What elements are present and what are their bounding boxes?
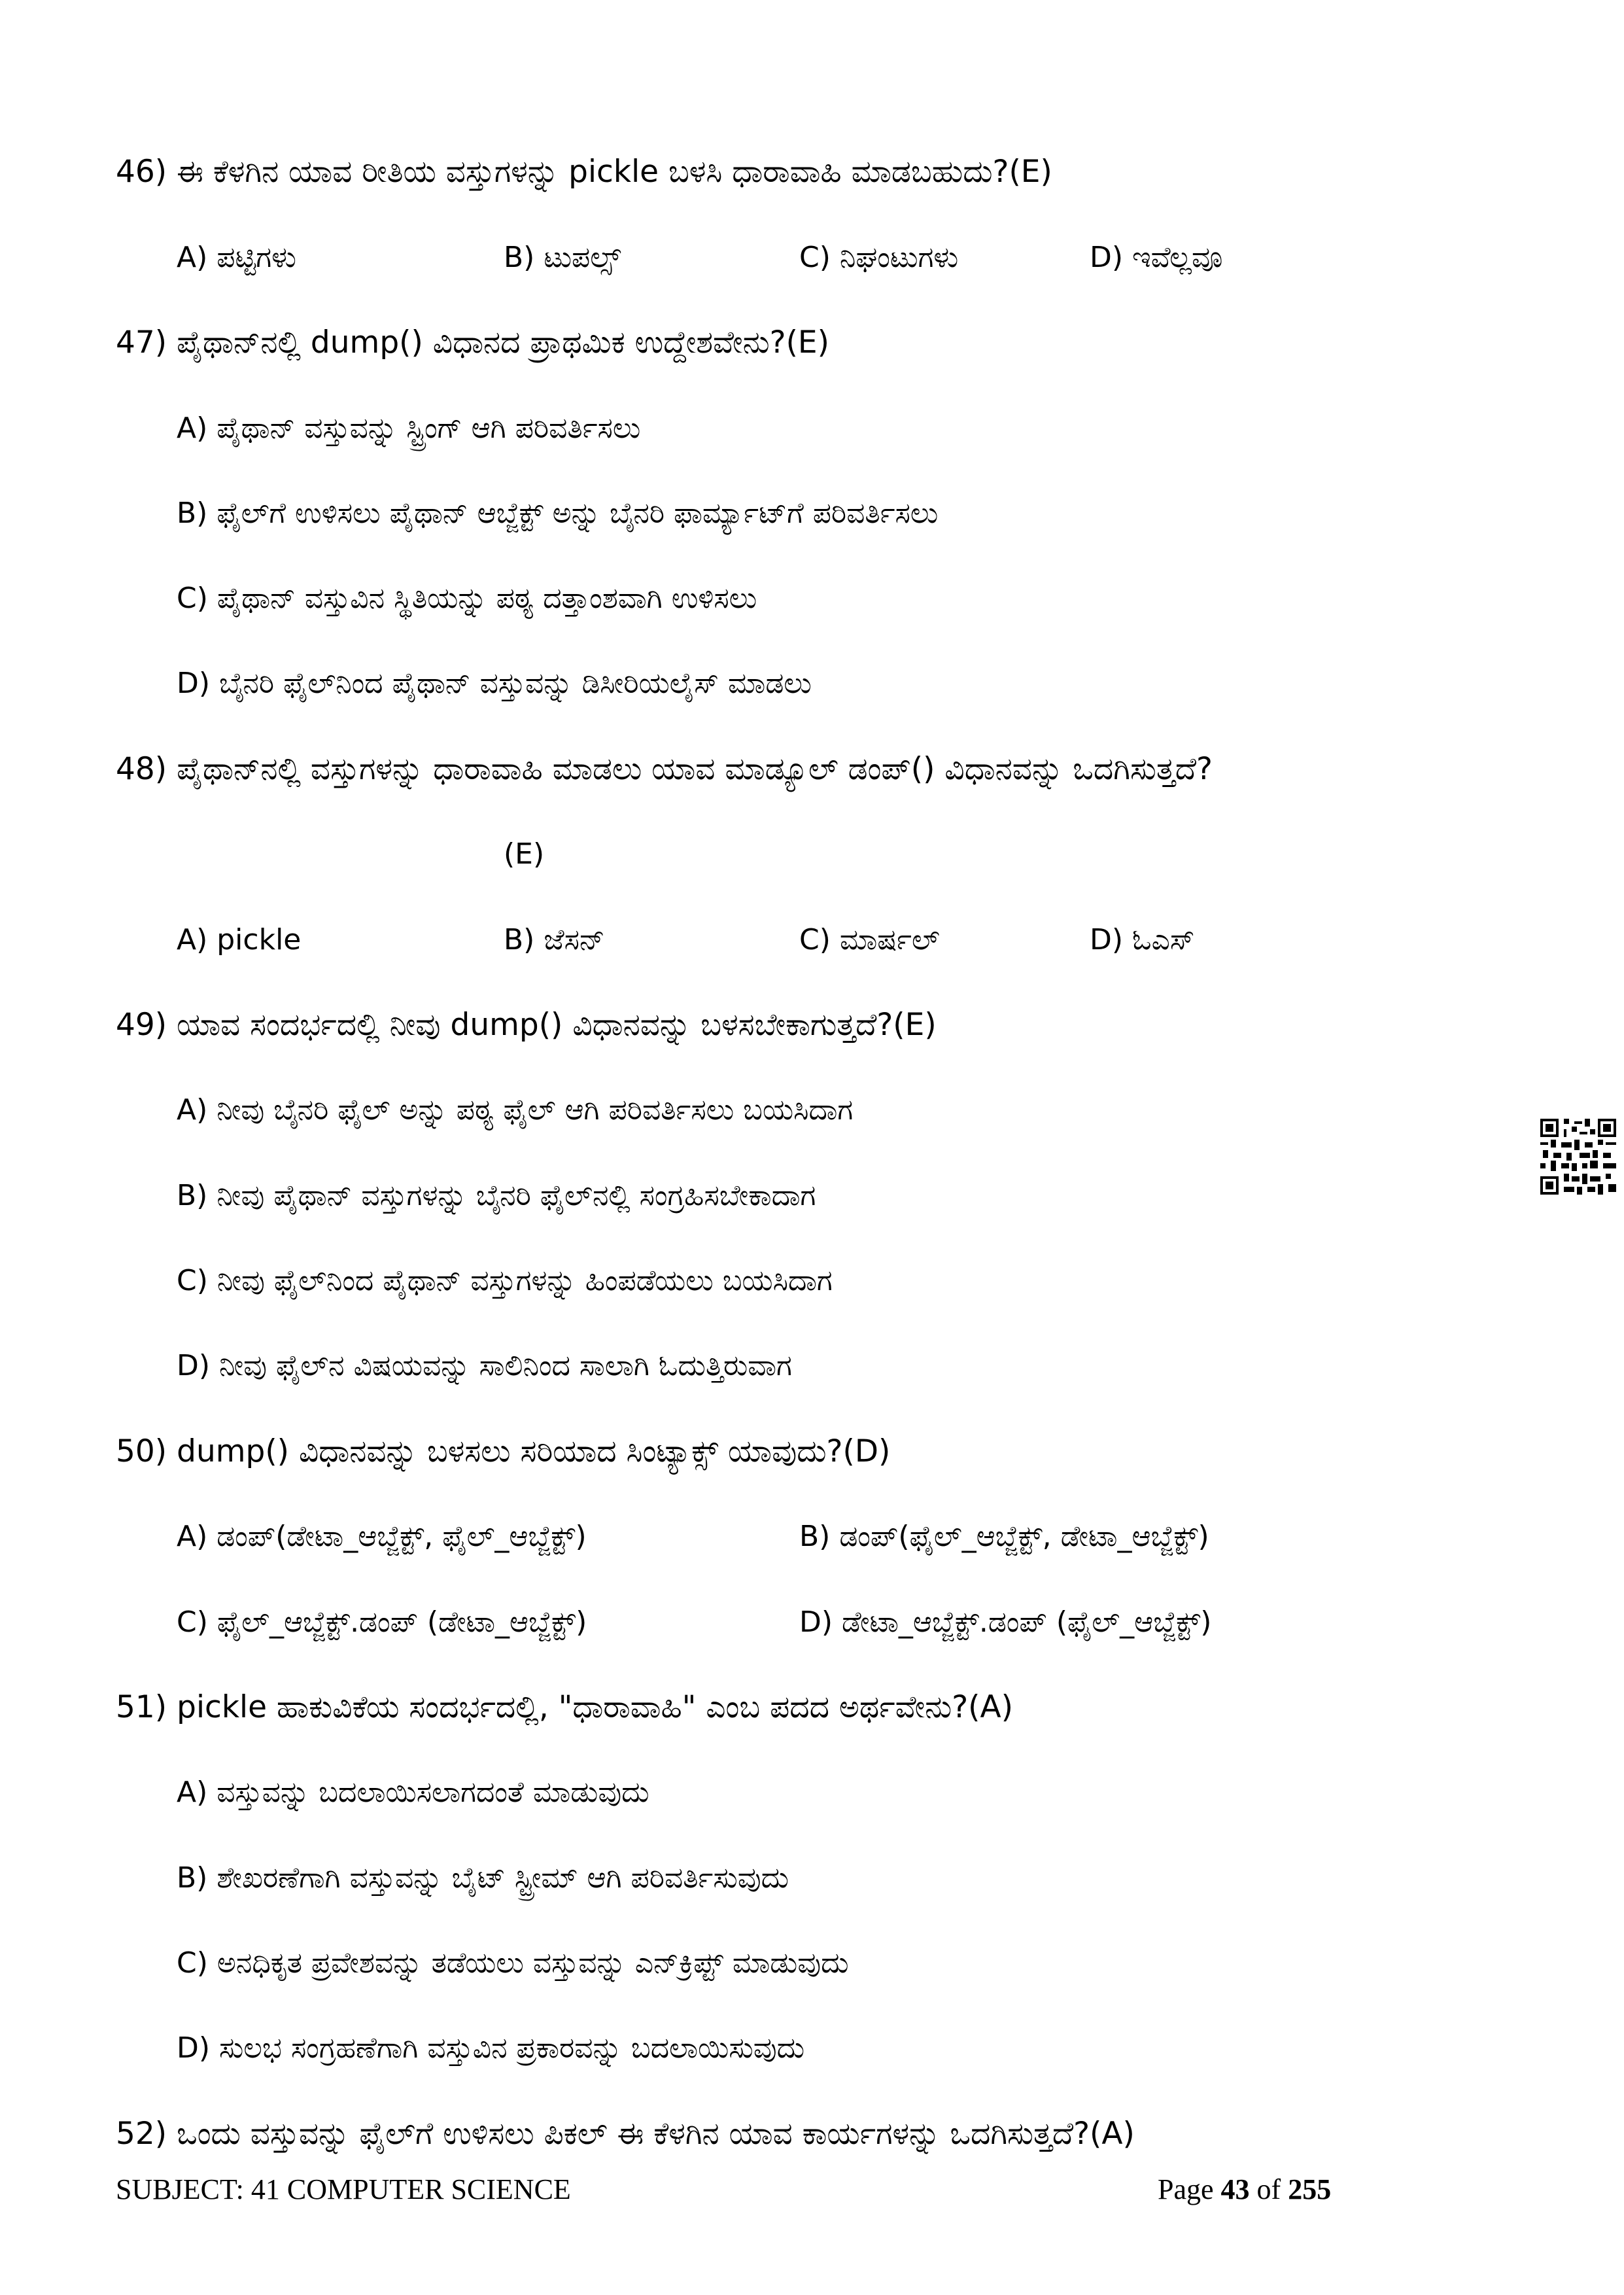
question-46: 46) ಈ ಕೆಳಗಿನ ಯಾವ ರೀತಿಯ ವಸ್ತುಗಳನ್ನು pickle ಬಳಸಿ ಧಾರಾವಾಹಿ ಮಾಡಬಹುದು?(E) [116, 154, 1052, 190]
footer-page-number: Page 43 of 255 [1158, 2173, 1332, 2205]
option-d: D) ಡೇಟಾ_ಆಬ್ಜೆಕ್ಟ್.ಡಂಪ್ (ಫೈಲ್_ಆಬ್ಜೆಕ್ಟ್) [799, 1605, 1212, 1639]
question-48: 48) ಪೈಥಾನ್‌ನಲ್ಲಿ ವಸ್ತುಗಳನ್ನು ಧಾರಾವಾಹಿ ಮಾಡಲು ಯಾವ ಮಾಡ್ಯೂಲ್ ಡಂಪ್() ವಿಧಾನವನ್ನು ಒದಗಿಸುತ್ತದೆ? [116, 751, 1213, 787]
question-52: 52) ಒಂದು ವಸ್ತುವನ್ನು ಫೈಲ್‌ಗೆ ಉಳಿಸಲು ಪಿಕಲ್ ಈ ಕೆಳಗಿನ ಯಾವ ಕಾರ್ಯಗಳನ್ನು ಒದಗಿಸುತ್ತದೆ?(A) [116, 2116, 1135, 2152]
option-b: B) ನೀವು ಪೈಥಾನ್ ವಸ್ತುಗಳನ್ನು ಬೈನರಿ ಫೈಲ್‌ನಲ್ಲಿ ಸಂಗ್ರಹಿಸಬೇಕಾದಾಗ [177, 1179, 816, 1212]
option-c: C) ಅನಧಿಕೃತ ಪ್ರವೇಶವನ್ನು ತಡೆಯಲು ವಸ್ತುವನ್ನು ಎನ್‌ಕ್ರಿಪ್ಟ್ ಮಾಡುವುದು [177, 1946, 849, 1980]
option-c: C) ಪೈಥಾನ್ ವಸ್ತುವಿನ ಸ್ಥಿತಿಯನ್ನು ಪಠ್ಯ ದತ್ತಾಂಶವಾಗಿ ಉಳಿಸಲು [177, 582, 757, 615]
option-a: A) ನೀವು ಬೈನರಿ ಫೈಲ್ ಅನ್ನು ಪಠ್ಯ ಫೈಲ್ ಆಗಿ ಪರಿವರ್ತಿಸಲು ಬಯಸಿದಾಗ [177, 1093, 854, 1127]
qr-code-icon [1540, 1119, 1616, 1195]
option-b: B) ಜೆಸನ್ [504, 923, 605, 956]
option-b: B) ಫೈಲ್‌ಗೆ ಉಳಿಸಲು ಪೈಥಾನ್ ಆಬ್ಜೆಕ್ಟ್ ಅನ್ನು ಬೈನರಿ ಫಾರ್ಮ್ಯಾಟ್‌ಗೆ ಪರಿವರ್ತಿಸಲು [177, 497, 939, 530]
question-50: 50) dump() ವಿಧಾನವನ್ನು ಬಳಸಲು ಸರಿಯಾದ ಸಿಂಟ್ಯಾಕ್ಸ್ ಯಾವುದು?(D) [116, 1433, 891, 1469]
option-a: A) ಪೈಥಾನ್ ವಸ್ತುವನ್ನು ಸ್ಟ್ರಿಂಗ್ ಆಗಿ ಪರಿವರ್ತಿಸಲು [177, 412, 641, 445]
option-a: A) ಡಂಪ್(ಡೇಟಾ_ಆಬ್ಜೆಕ್ಟ್, ಫೈಲ್_ಆಬ್ಜೆಕ್ಟ್) [177, 1520, 587, 1553]
question-49: 49) ಯಾವ ಸಂದರ್ಭದಲ್ಲಿ ನೀವು dump() ವಿಧಾನವನ್ನು ಬಳಸಬೇಕಾಗುತ್ತದೆ?(E) [116, 1007, 937, 1043]
option-d: D) ಸುಲಭ ಸಂಗ್ರಹಣೆಗಾಗಿ ವಸ್ತುವಿನ ಪ್ರಕಾರವನ್ನು ಬದಲಾಯಿಸುವುದು [177, 2031, 805, 2065]
option-b: B) ಟುಪಲ್ಸ್ [504, 241, 621, 274]
question-47: 47) ಪೈಥಾನ್‌ನಲ್ಲಿ dump() ವಿಧಾನದ ಪ್ರಾಥಮಿಕ ಉದ್ದೇಶವೇನು?(E) [116, 324, 829, 360]
option-d: D) ಇವೆಲ್ಲವೂ [1090, 241, 1223, 274]
option-d: D) ಬೈನರಿ ಫೈಲ್‌ನಿಂದ ಪೈಥಾನ್ ವಸ್ತುವನ್ನು ಡಿಸೀರಿಯಲೈಸ್ ಮಾಡಲು [177, 667, 812, 700]
option-a: A) ವಸ್ತುವನ್ನು ಬದಲಾಯಿಸಲಾಗದಂತೆ ಮಾಡುವುದು [177, 1776, 649, 1809]
option-d: D) ನೀವು ಫೈಲ್‌ನ ವಿಷಯವನ್ನು ಸಾಲಿನಿಂದ ಸಾಲಾಗಿ ಓದುತ್ತಿರುವಾಗ [177, 1349, 792, 1382]
question-48-answer-tag: (E) [504, 837, 545, 871]
option-b: B) ಡಂಪ್(ಫೈಲ್_ಆಬ್ಜೆಕ್ಟ್, ಡೇಟಾ_ಆಬ್ಜೆಕ್ಟ್) [799, 1520, 1209, 1553]
option-c: C) ಫೈಲ್_ಆಬ್ಜೆಕ್ಟ್.ಡಂಪ್ (ಡೇಟಾ_ಆಬ್ಜೆಕ್ಟ್) [177, 1605, 587, 1639]
option-b: B) ಶೇಖರಣೆಗಾಗಿ ವಸ್ತುವನ್ನು ಬೈಟ್ ಸ್ಟ್ರೀಮ್ ಆಗಿ ಪರಿವರ್ತಿಸುವುದು [177, 1861, 789, 1895]
option-d: D) ಓಎಸ್ [1090, 923, 1195, 956]
option-a: A) pickle [177, 923, 302, 956]
option-c: C) ನೀವು ಫೈಲ್‌ನಿಂದ ಪೈಥಾನ್ ವಸ್ತುಗಳನ್ನು ಹಿಂಪಡೆಯಲು ಬಯಸಿದಾಗ [177, 1264, 833, 1297]
option-c: C) ನಿಘಂಟುಗಳು [799, 241, 959, 274]
question-51: 51) pickle ಹಾಕುವಿಕೆಯ ಸಂದರ್ಭದಲ್ಲಿ, "ಧಾರಾವಾಹಿ" ಎಂಬ ಪದದ ಅರ್ಥವೇನು?(A) [116, 1689, 1014, 1725]
footer-subject: SUBJECT: 41 COMPUTER SCIENCE [116, 2173, 571, 2205]
option-c: C) ಮಾರ್ಷಲ್ [799, 923, 940, 956]
option-a: A) ಪಟ್ಟಿಗಳು [177, 241, 297, 274]
